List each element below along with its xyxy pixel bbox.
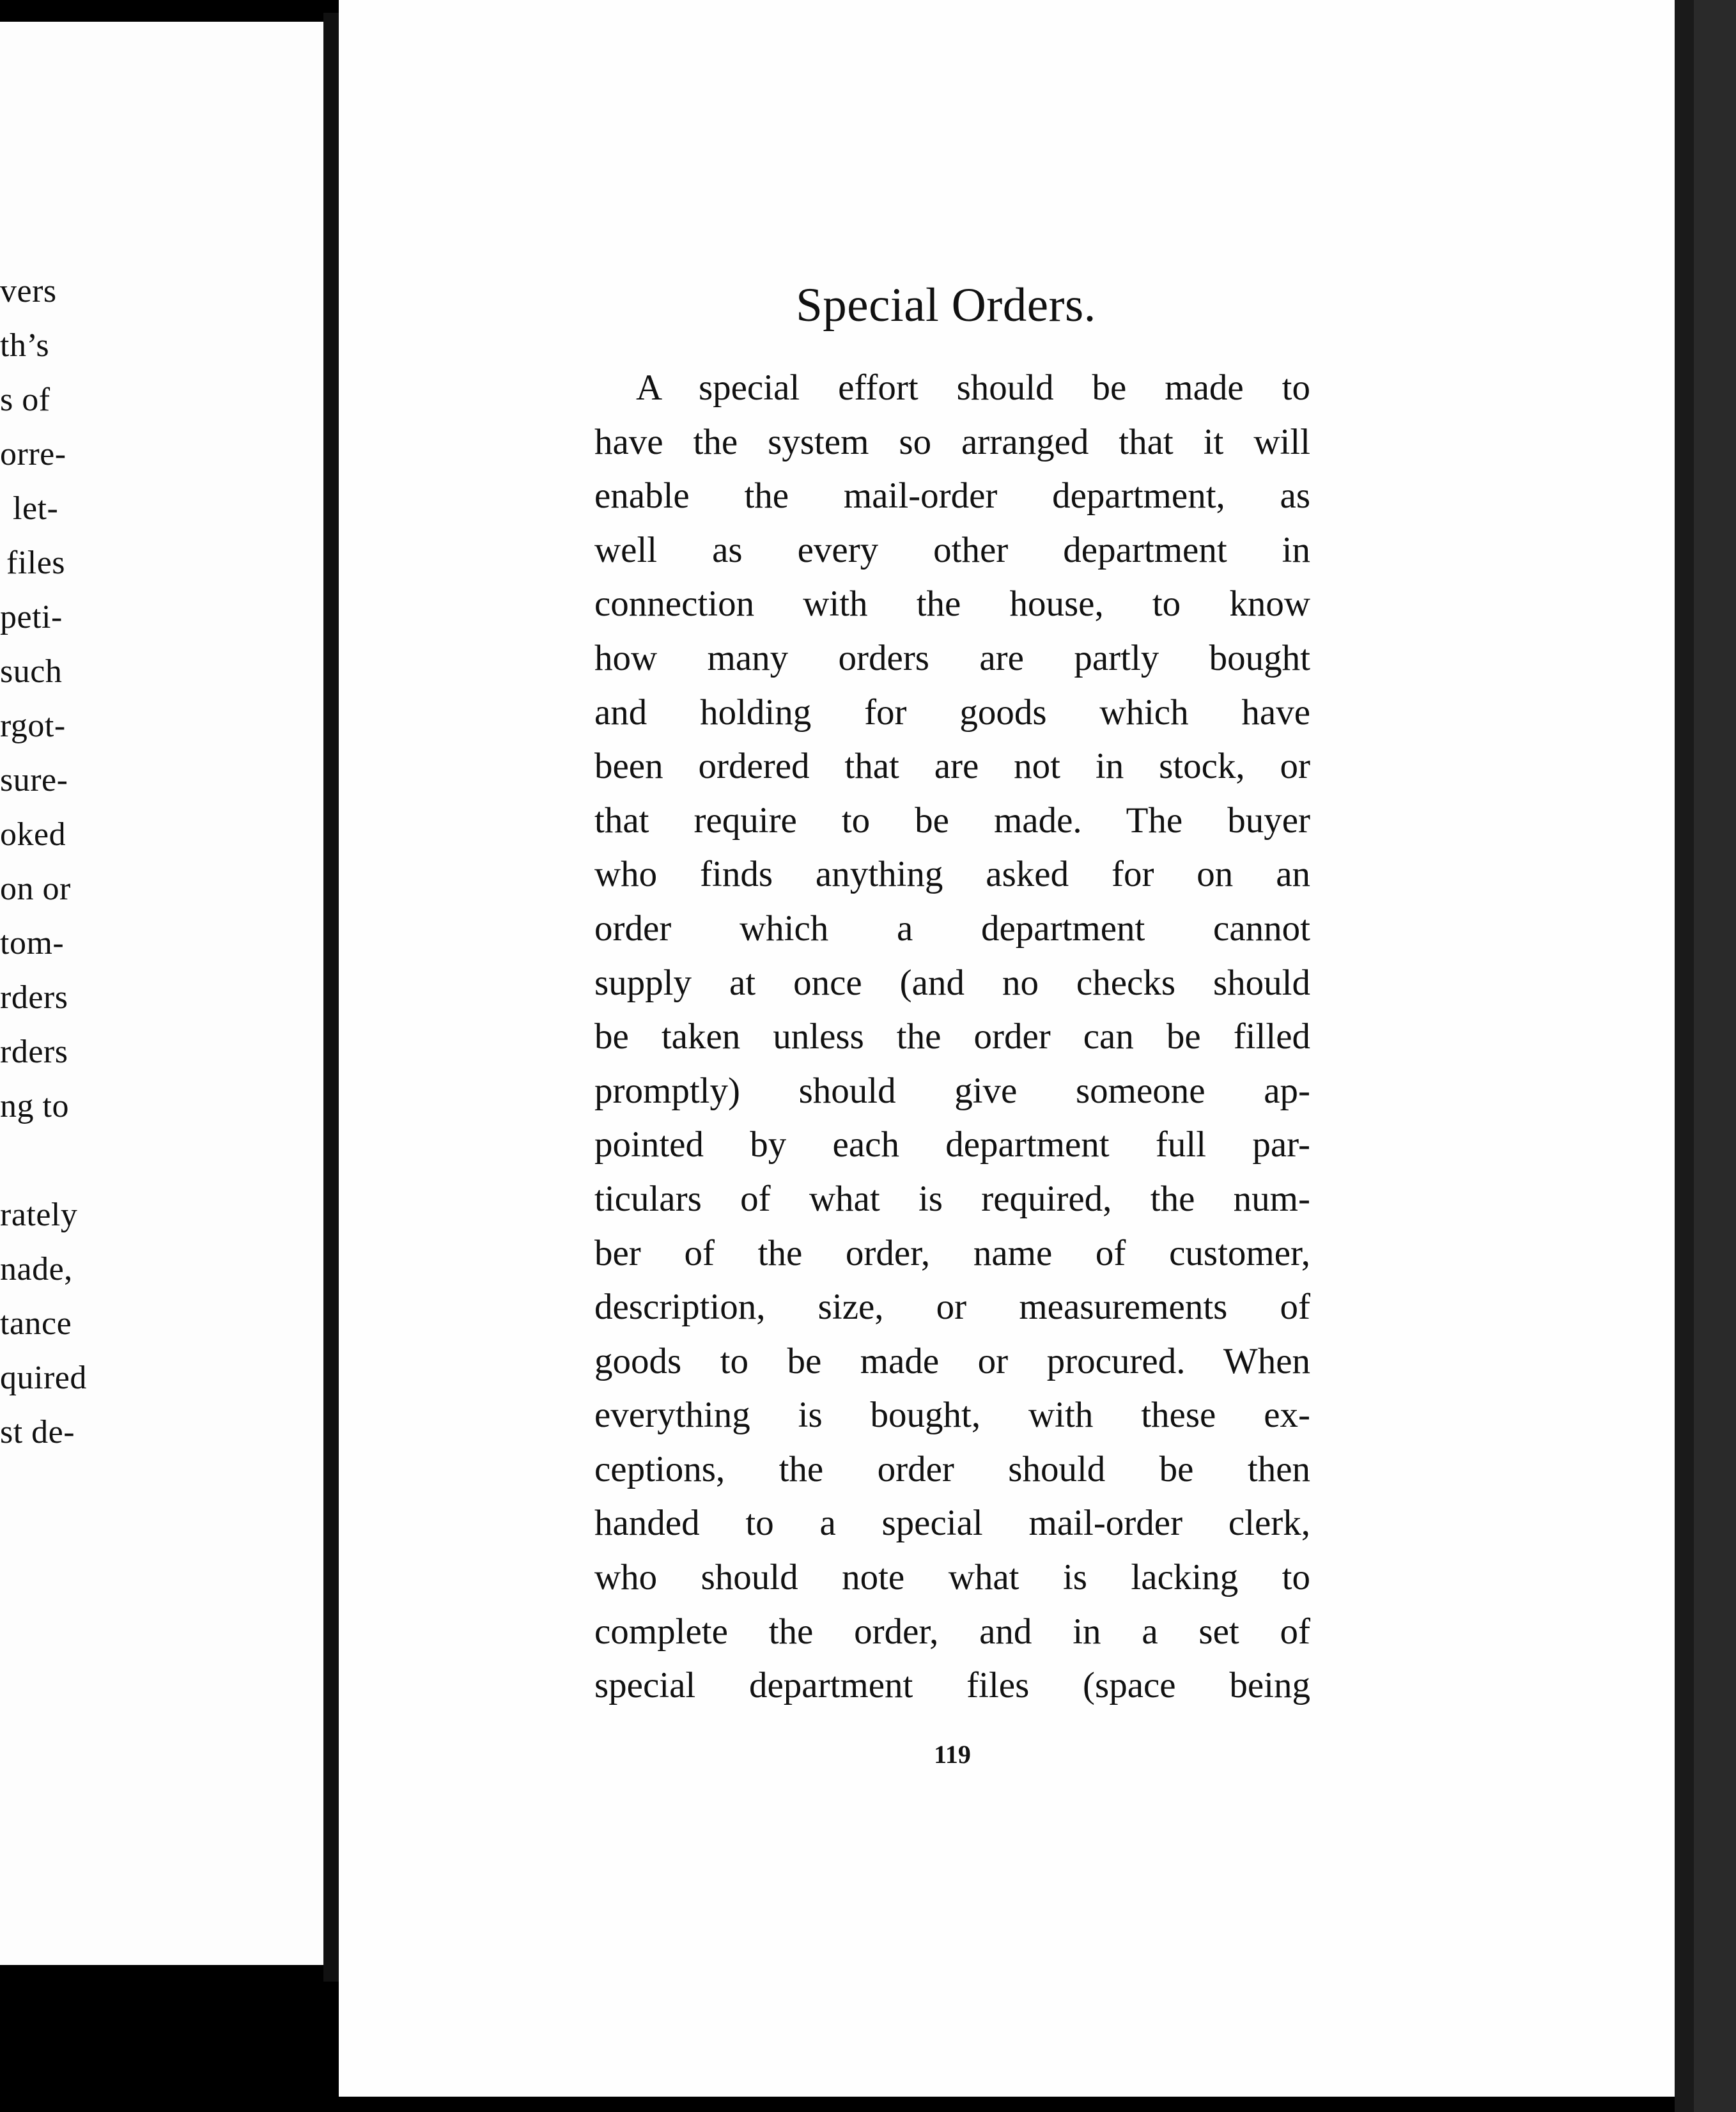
- text-line: ticulars of what is required, the num-: [594, 1178, 1310, 1219]
- left-fragment: files: [6, 545, 66, 581]
- page-edge: [1675, 0, 1694, 2112]
- left-fragment: oked: [0, 816, 66, 853]
- left-page: [0, 22, 326, 1965]
- text-line: well as every other department in: [594, 529, 1310, 570]
- page-title: Special Orders.: [796, 279, 1096, 332]
- left-fragment: sure-: [0, 762, 68, 798]
- left-fragment: such: [0, 653, 63, 690]
- text-line: everything is bought, with these ex-: [594, 1395, 1310, 1436]
- left-fragment: rders: [0, 1034, 68, 1070]
- body-text: [594, 361, 1310, 1713]
- left-fragment: th’s: [0, 327, 50, 364]
- text-line: who finds anything asked for on an: [594, 854, 1310, 895]
- text-line: supply at once (and no checks should: [594, 962, 1310, 1003]
- text-line: ber of the order, name of customer,: [594, 1232, 1310, 1273]
- left-fragment: tom-: [0, 925, 65, 961]
- text-line: A special effort should be made to: [636, 368, 1310, 408]
- text-line: connection with the house, to know: [594, 584, 1310, 625]
- text-line: how many orders are partly bought: [594, 637, 1310, 678]
- text-line: and holding for goods which have: [594, 692, 1310, 733]
- text-line: that require to be made. The buyer: [594, 800, 1310, 841]
- text-line: have the system so arranged that it will: [594, 421, 1310, 462]
- left-fragment: quired: [0, 1360, 87, 1396]
- left-fragment: orre-: [0, 436, 66, 472]
- left-fragment: ng to: [0, 1088, 69, 1124]
- left-fragment: rately: [0, 1197, 78, 1233]
- text-line: promptly) should give someone ap-: [594, 1070, 1310, 1111]
- left-fragment: nade,: [0, 1251, 73, 1287]
- left-fragment: vers: [0, 273, 57, 309]
- text-line: who should note what is lacking to: [594, 1557, 1310, 1598]
- book-gutter: [323, 13, 339, 1982]
- text-line: be taken unless the order can be filled: [594, 1016, 1310, 1057]
- left-fragment: s of: [0, 382, 50, 418]
- text-line: handed to a special mail-order clerk,: [594, 1503, 1310, 1544]
- text-line: been ordered that are not in stock, or: [594, 746, 1310, 787]
- text-line: ceptions, the order should be then: [594, 1448, 1310, 1489]
- left-fragment: rgot-: [0, 708, 66, 744]
- text-line: description, size, or measurements of: [594, 1287, 1310, 1328]
- left-fragment: peti-: [0, 599, 63, 635]
- left-fragment: on or: [0, 871, 71, 907]
- text-line: pointed by each department full par-: [594, 1124, 1310, 1165]
- left-fragment: tance: [0, 1305, 72, 1342]
- text-line: special department files (space being: [594, 1665, 1310, 1706]
- left-fragment: st de-: [0, 1414, 75, 1450]
- scan-background: [1694, 0, 1736, 2112]
- text-line: complete the order, and in a set of: [594, 1611, 1310, 1652]
- text-line: order which a department cannot: [594, 908, 1310, 949]
- left-fragment: let-: [13, 490, 59, 527]
- left-fragment: rders: [0, 979, 68, 1016]
- page-number: 119: [934, 1740, 971, 1769]
- text-line: enable the mail-order department, as: [594, 476, 1310, 516]
- text-line: goods to be made or procured. When: [594, 1340, 1310, 1381]
